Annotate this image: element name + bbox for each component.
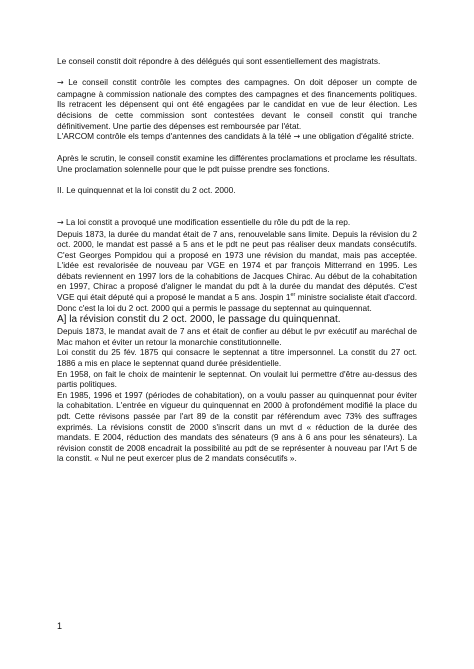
spacer bbox=[57, 196, 417, 207]
paragraph-loi-constit bbox=[57, 217, 417, 229]
superscript: er bbox=[290, 292, 296, 299]
document-body bbox=[57, 56, 417, 464]
paragraph-text: une obligation d'égalité stricte. bbox=[300, 131, 414, 142]
paragraph-1958: En 1958, on fait le choix de maintenir le septennat. On voulait lui permettre d'être au-dessus des partis politiques. bbox=[57, 368, 417, 390]
spacer bbox=[57, 67, 417, 78]
arrow-icon: → bbox=[57, 78, 64, 88]
paragraph-magistrats: Le conseil constit doit répondre à des délégués qui sont essentiellement des magistrats. bbox=[57, 56, 381, 66]
spacer bbox=[57, 143, 417, 154]
section-title-quinquennat: II. Le quinquennat et la loi constit du 2 oct. 2000. bbox=[57, 185, 236, 196]
paragraph-text: ministre socialiste était d'accord. Donc c'est la loi du 2 oct. 2000 qui a permis le passage du septennat au quinquennat. bbox=[57, 292, 417, 313]
paragraph-historique-mandat bbox=[57, 229, 417, 314]
spacer bbox=[57, 206, 417, 217]
section-heading-a: A] la révision constit du 2 oct. 2000, le passage du quinquennat. bbox=[57, 314, 341, 326]
spacer bbox=[57, 175, 417, 186]
paragraph-comptes-campagne bbox=[57, 77, 417, 131]
paragraph-text: La loi constit a provoqué une modification essentielle du rôle du pdt de la rep. bbox=[63, 216, 351, 227]
paragraph-text: Depuis 1873, la durée du mandat était de 7 ans, renouvelable sans limite. Depuis la révision du 2 oct. 2000, le mandat est passé a 5 ans et le pdt ne peut pas réaliser deux mandats consécutifs. C'est Georges Pompidou qui a proposé en 1973 une révision du mandat, mais pas acceptée. L'idée est revalorisée de nouveau par VGE en 1974 et par françois Mitterrand en 1995. Les débats reviennent en 1997 lors de la cohabitions de Jacques Chirac. Au début de la cohabitation en 1997, Chirac a proposé d'aligner le mandat du pdt à la durée du mandat des députés. C'est VGE qui était député qui a proposé le mandat a 5 ans. Jospin 1 bbox=[57, 228, 417, 303]
paragraph-text: L'ARCOM contrôle els temps d'antennes des candidats à la télé bbox=[57, 131, 294, 142]
paragraph-1873: Depuis 1873, le mandat avait de 7 ans et était de confier au début le pvr exécutif au maréchal de Mac mahon et éviter un retour la monarchie constitutionnelle. bbox=[57, 326, 417, 347]
paragraph-cohabitation: En 1985, 1996 et 1997 (périodes de cohabitation), on a voulu passer au quinquennat pour éviter la cohabitation. L'entrée en vigueur du quinquennat en 2000 à profondément modifié la place du pdt. Cette révisons passée par l'art 89 de la constit par référendum avec 73% des suffrages exprimés. La révisions constit de 2000 s'inscrit dans un mvt d « réduction de la durée des mandats. E 2004, réduction des mandats des sénateurs (9 ans à 6 ans pour les sénateurs). La révision constit de 2008 encadrait la possibilité au pdt de se représenter à nouveau par l'Art 5 de la constit. « Nul ne peut exercer plus de 2 mandats consécutifs ». bbox=[57, 389, 417, 464]
arrow-icon: → bbox=[57, 217, 64, 227]
paragraph-scrutin: Après le scrutin, le conseil constit examine les différentes proclamations et proclame les résultats. Une proclamation solennelle pour que le pdt puisse prendre ses fonctions. bbox=[57, 153, 417, 174]
paragraph-text: Le conseil constit contrôle les comptes des campagnes. On doit déposer un compte de campagne à commission nationale des comptes des campagnes et des financements politiques. Ils retracent les dépensent qui ont été engagées par le candidat en vue de leur élection. Les décisions de cette commission sont contestées devant le conseil constit qui tranche définitivement. Une partie des dépenses est remboursée par l'état. bbox=[57, 77, 417, 131]
page-number: 1 bbox=[57, 621, 63, 631]
paragraph-1875: Loi constit du 25 fév. 1875 qui consacre le septennat a titre impersonnel. La constit du 27 oct. 1886 a mis en place le septennat quand durée présidentielle. bbox=[57, 347, 417, 369]
paragraph-arcom bbox=[57, 131, 417, 143]
arrow-icon: → bbox=[293, 132, 301, 142]
